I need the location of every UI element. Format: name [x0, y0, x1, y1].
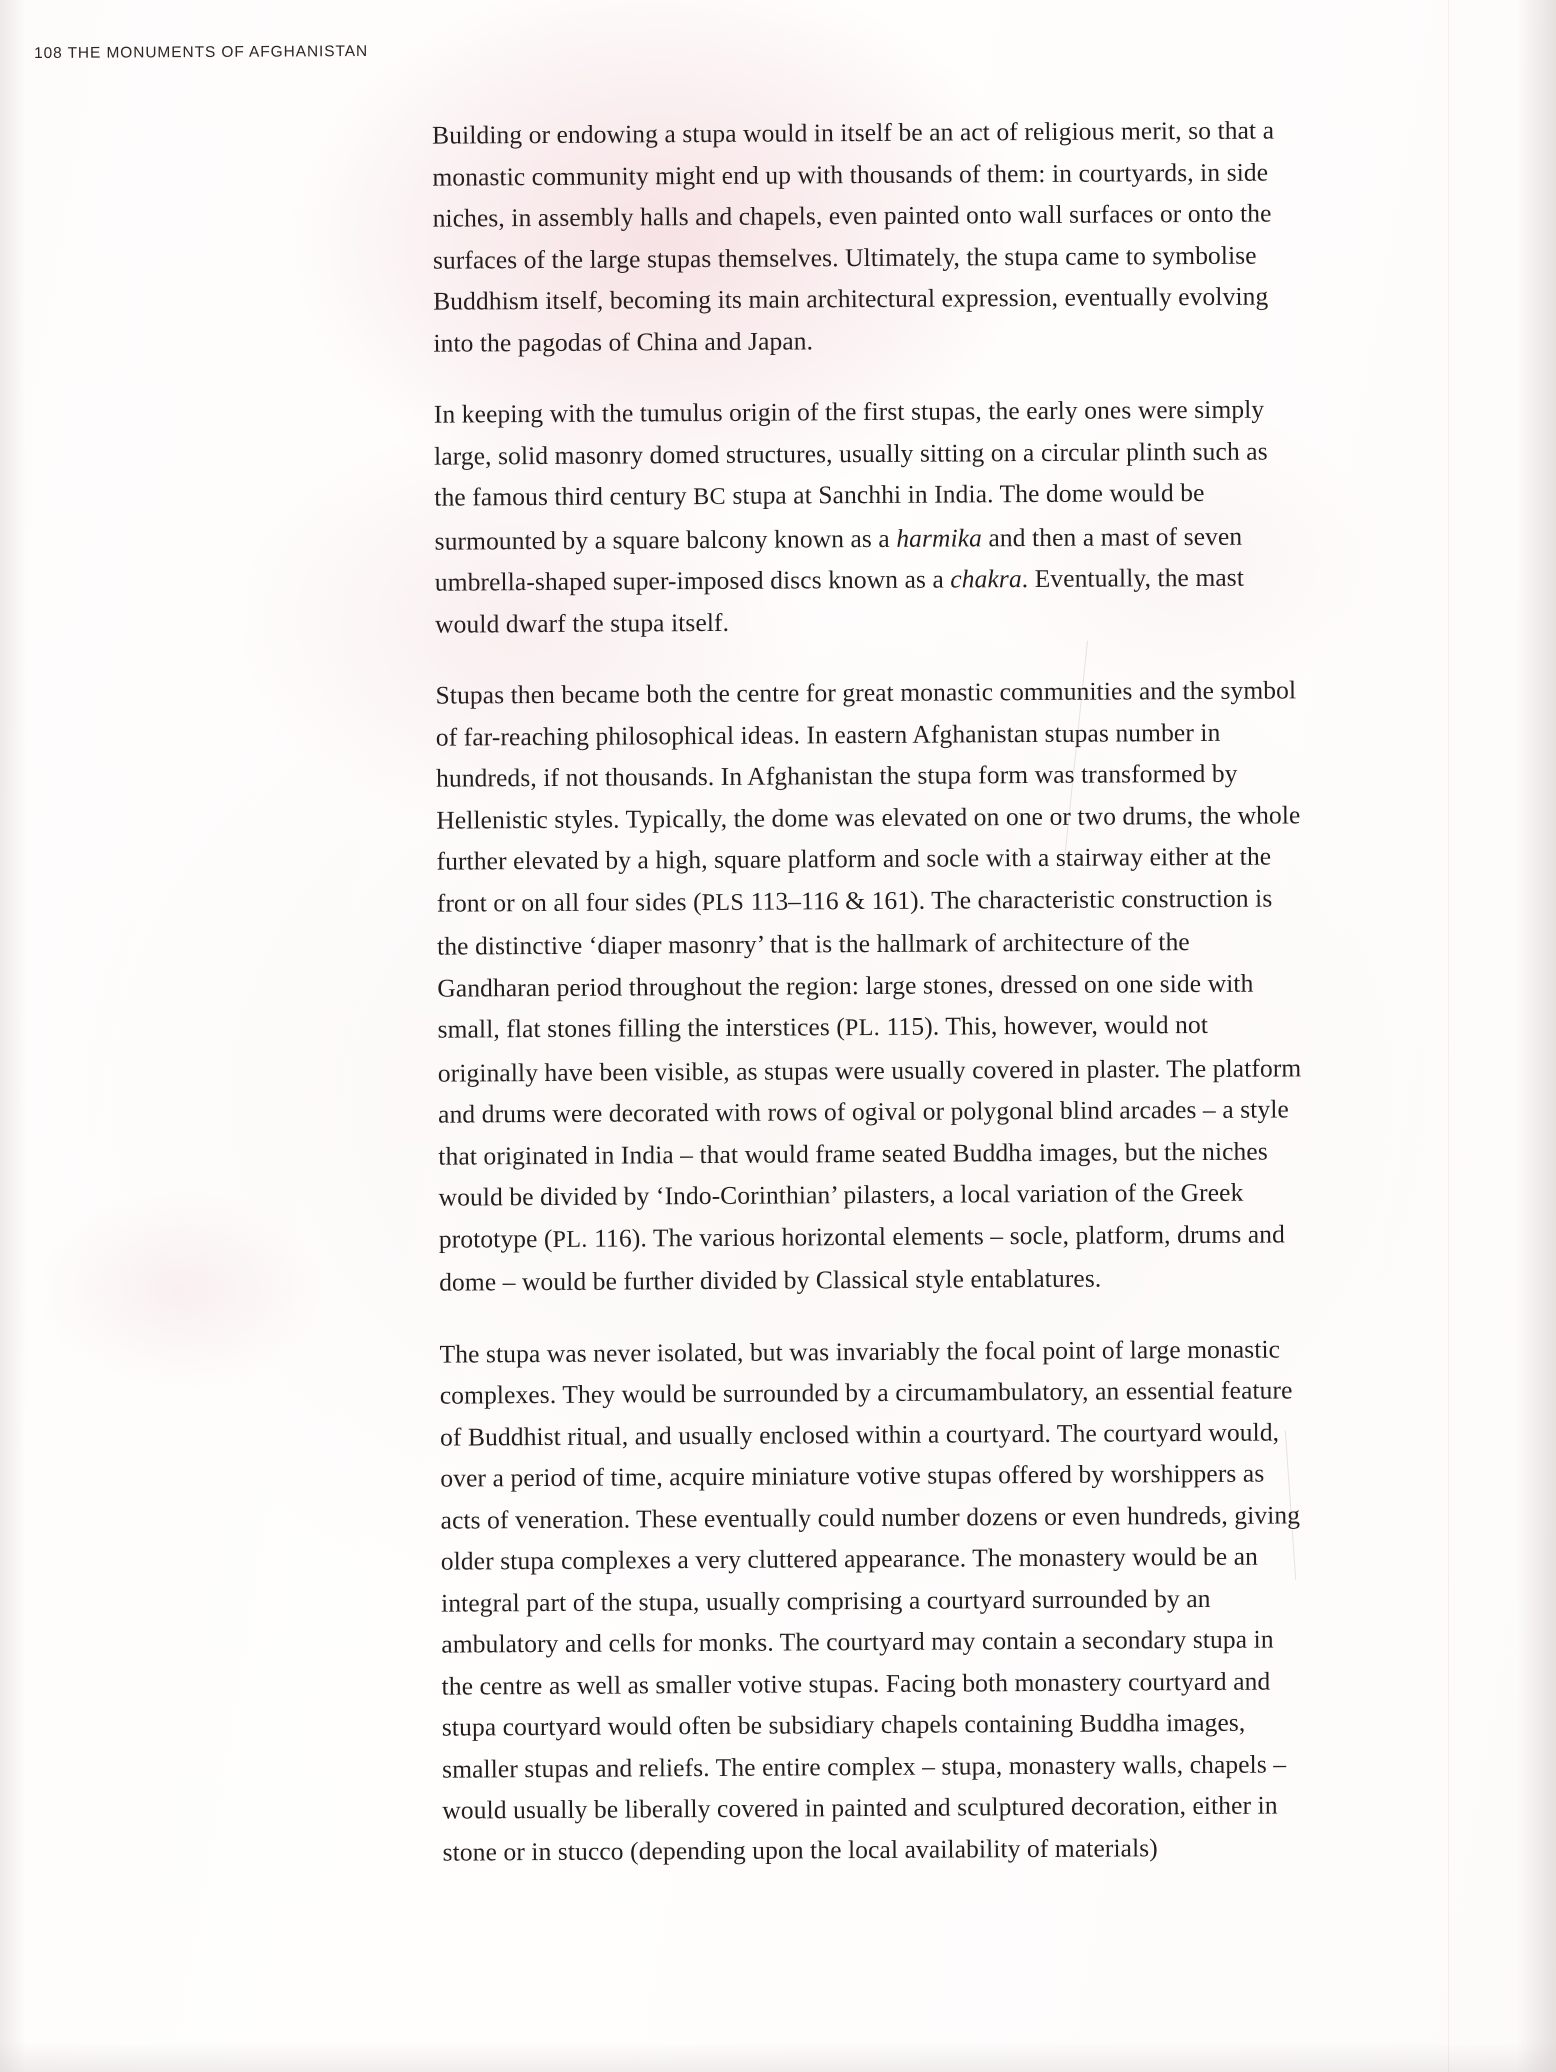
italic-term: harmika: [896, 522, 983, 553]
scan-artifact-line: [1448, 0, 1449, 2072]
paragraph: Building or endowing a stupa would in itself be an act of religious merit, so that a monastic community might end up with thousands of them: in courtyards, in side niches, in assembly halls and chapels, even painted onto wall surfaces or onto the surfaces of the large stupas themselves. Ultimately, the stupa came to symbolise Buddhism itself, becoming its main architectural expression, eventually evolving into the pagodas of China and Japan.: [432, 115, 1275, 358]
page-edge-shadow-right: [1516, 0, 1556, 2072]
paragraph: Stupas then became both the centre for great monastic communities and the symbol of far-reaching philosophical ideas. In eastern Afghanistan stupas number in hundreds, if not thousands. In Afghanistan the stupa form was transformed by Hellenistic styles. Typically, the dome was elevated on one or two drums, the whole further elevated by a high, square platform and socle with a stairway either at the front or on all four sides (PLS 113–116 & 161). The characteristic construction is the distinctive ‘diaper masonry’ that is the hallmark of architecture of the Gandharan period throughout the region: large stones, dressed on one side with small, flat stones filling the interstices (PL. 115). This, however, would not originally have been visible, as stupas were usually covered in plaster. The platform and drums were decorated with rows of ogival or polygonal blind arcades – a style that originated in India – that would frame seated Buddha images, but the niches would be divided by ‘Indo-Corinthian’ pilasters, a local variation of the Greek prototype (PL. 116). The various horizontal elements – socle, platform, drums and dome – would be further divided by Classical style entablatures.: [435, 675, 1302, 1297]
paragraph: The stupa was never isolated, but was invariably the focal point of large monastic complexes. They would be surrounded by a circumambulatory, an essential feature of Buddhist ritual, and usually enclosed within a courtyard. The courtyard would, over a period of time, acquire miniature votive stupas offered by worshippers as acts of veneration. These eventually could number dozens or even hundreds, giving older stupa complexes a very cluttered appearance. The monastery would be an integral part of the stupa, usually comprising a courtyard surrounded by an ambulatory and cells for monks. The courtyard may contain a secondary stupa in the centre as well as smaller votive stupas. Facing both monastery courtyard and stupa courtyard would often be subsidiary chapels containing Buddha images, smaller stupas and reliefs. The entire complex – stupa, monastery walls, chapels – would usually be liberally covered in painted and sculptured decoration, either in stone or in stucco (depending upon the local availability of materials): [439, 1334, 1301, 1867]
paragraph: In keeping with the tumulus origin of the first stupas, the early ones were simply large, solid masonry domed structures, usually sitting on a circular plinth such as the famous third century BC stupa at Sanchhi in India. The dome would be surmounted by a square balcony known as a harmika and then a mast of seven umbrella-shaped super-imposed discs known as a chakra. Eventually, the mast would dwarf the stupa itself.: [433, 394, 1268, 639]
page-edge-shadow-bottom: [0, 2042, 1556, 2072]
small-caps-run: BC: [693, 483, 727, 511]
italic-term: chakra: [950, 564, 1022, 594]
small-caps-run: PLS: [701, 889, 745, 916]
body-text-column: [432, 109, 1313, 1872]
small-caps-run: PL.: [552, 1226, 588, 1253]
page-edge-shadow-left: [0, 0, 26, 2072]
running-head: 108 THE MONUMENTS OF AFGHANISTAN: [34, 42, 369, 63]
small-caps-run: PL.: [844, 1014, 881, 1042]
